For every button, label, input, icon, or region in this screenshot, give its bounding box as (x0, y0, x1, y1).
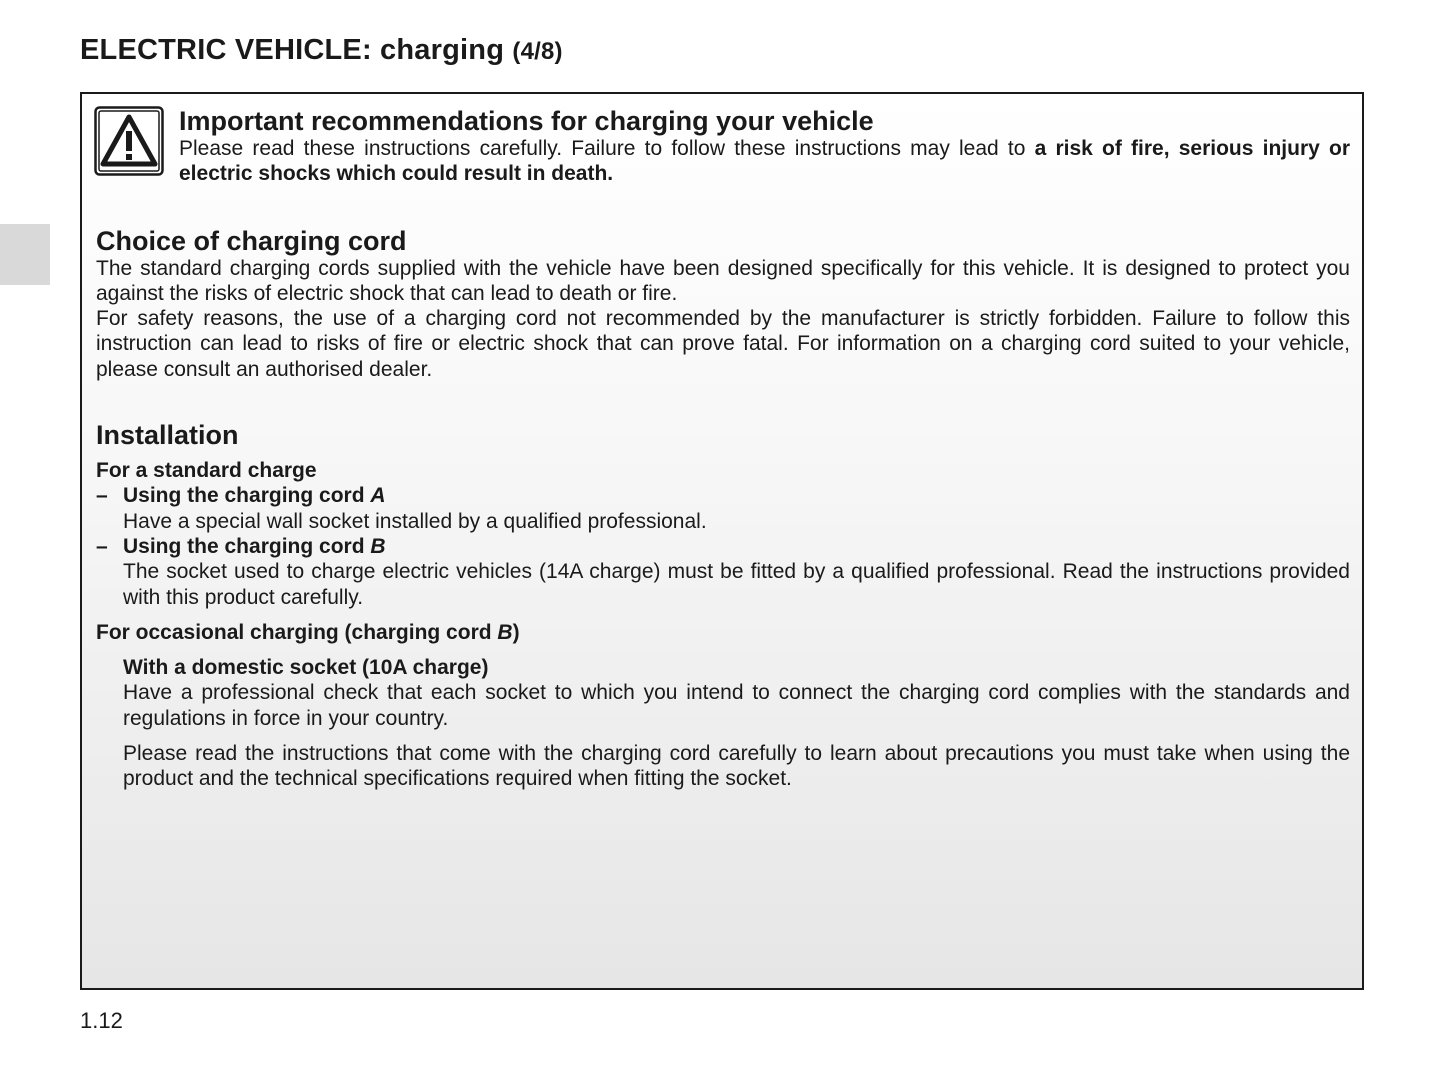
side-tab (0, 224, 50, 285)
cord-b-label: Using the charging cord (123, 534, 371, 558)
occasional-close: ) (512, 620, 520, 644)
dash-bullet: – (96, 484, 108, 508)
warning-title: Important recommendations for charging your vehicle (179, 106, 874, 136)
warning-content (96, 104, 1350, 792)
cord-paragraph-2: For safety reasons, the use of a charging cord not recommended by the manufacturer is strictly forbidden. Failure to follow this instruction can lead to risks of fire or electric shock that can prove fatal. For information on a charging cord suited to your vehicle, please consult an authorised dealer. (96, 307, 1350, 381)
cord-b-letter: B (370, 534, 386, 558)
cord-a-text: Have a special wall socket installed by a qualified professional. (123, 509, 707, 533)
cord-a-title (123, 483, 1350, 508)
occasional-letter: B (497, 620, 513, 644)
standard-charge-title: For a standard charge (96, 459, 317, 483)
list-item-cord-a (96, 483, 1350, 534)
cord-b-text: The socket used to charge electric vehicles (14A charge) must be fitted by a qualified professional. Read the instructions provided with this product carefully. (123, 560, 1350, 609)
page-title (80, 34, 563, 67)
warning-text-bold: a risk of fire, serious injury or electric shocks which could result in death. (179, 137, 1350, 186)
instructions-text: Please read the instructions that come with the charging cord carefully to learn about precautions you must take when using the product and the technical specifications required when fitting the socket. (123, 742, 1350, 791)
warning-text (179, 136, 1350, 187)
domestic-text: Have a professional check that each socket to which you intend to connect the charging cord complies with the standards and regulations in force in your country. (123, 681, 1350, 730)
domestic-block (96, 655, 1350, 791)
dash-bullet: – (96, 534, 108, 558)
warning-text-plain: Please read these instructions carefully. Failure to follow these instructions may lead to (179, 137, 1035, 160)
domestic-title: With a domestic socket (10A charge) (123, 656, 489, 680)
page-title-text: ELECTRIC VEHICLE: charging (80, 34, 505, 66)
page-part: (4/8) (512, 38, 563, 65)
cord-paragraph-1: The standard charging cords supplied with the vehicle have been designed specifically for this vehicle. It is designed to protect you against the risks of electric shock that can lead to death or fire. (96, 256, 1350, 305)
list-item-cord-b (96, 534, 1350, 610)
cord-section-title: Choice of charging cord (96, 225, 407, 256)
page-number: 1.12 (80, 1008, 123, 1033)
cord-a-label: Using the charging cord (123, 484, 371, 508)
occasional-title-text: For occasional charging (charging cord (96, 620, 498, 644)
cord-a-letter: A (370, 484, 386, 508)
installation-title: Installation (96, 420, 239, 451)
intro-block (179, 106, 1350, 187)
occasional-charge-title (96, 620, 1350, 645)
warning-box (80, 92, 1364, 990)
cord-b-title (123, 534, 1350, 559)
